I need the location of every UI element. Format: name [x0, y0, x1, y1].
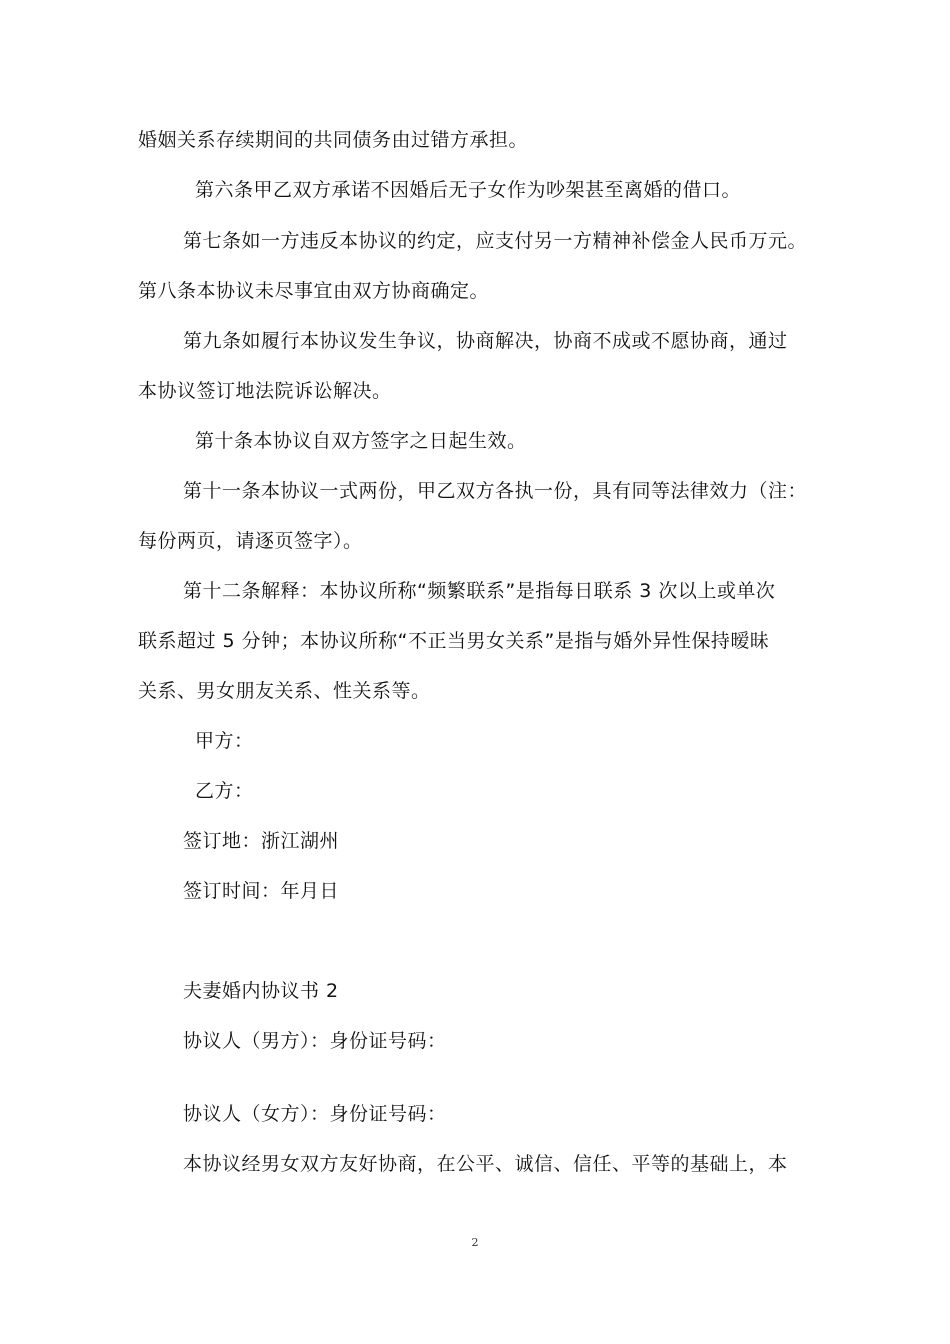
- clause-10: 第十条本协议自双方签字之日起生效。: [195, 430, 527, 452]
- clause-12: 第十二条解释：本协议所称“频繁联系”是指每日联系 3 次以上或单次: [183, 580, 776, 602]
- party-a-label: 甲方：: [195, 730, 254, 752]
- signing-date: 签订时间：年月日: [183, 880, 340, 902]
- text-line: 每份两页，请逐页签字）。: [138, 530, 363, 552]
- clause-11: 第十一条本协议一式两份，甲乙双方各执一份，具有同等法律效力（注：: [183, 480, 808, 502]
- clause-9: 第九条如履行本协议发生争议，协商解决，协商不成或不愿协商，通过: [183, 330, 788, 352]
- page-number: 2: [471, 1236, 479, 1249]
- clause-7: 第七条如一方违反本协议的约定，应支付另一方精神补偿金人民币万元。: [183, 230, 808, 252]
- section-title: 夫妻婚内协议书 2: [183, 980, 339, 1002]
- party-male-label: 协议人（男方）：身份证号码：: [183, 1030, 447, 1052]
- party-b-label: 乙方：: [195, 780, 254, 802]
- text-line: 婚姻关系存续期间的共同债务由过错方承担。: [138, 129, 529, 151]
- text-line: 联系超过 5 分钟；本协议所称“不正当男女关系”是指与婚外异性保持暧昧: [138, 630, 770, 652]
- clause-8: 第八条本协议未尽事宜由双方协商确定。: [138, 280, 490, 302]
- text-line: 本协议经男女双方友好协商，在公平、诚信、信任、平等的基础上，本: [183, 1153, 788, 1175]
- text-line: 关系、男女朋友关系、性关系等。: [138, 680, 431, 702]
- text-line: 本协议签订地法院诉讼解决。: [138, 380, 392, 402]
- clause-6: 第六条甲乙双方承诺不因婚后无子女作为吵架甚至离婚的借口。: [195, 179, 742, 201]
- party-female-label: 协议人（女方）：身份证号码：: [183, 1103, 447, 1125]
- signing-place: 签订地：浙江湖州: [183, 830, 340, 852]
